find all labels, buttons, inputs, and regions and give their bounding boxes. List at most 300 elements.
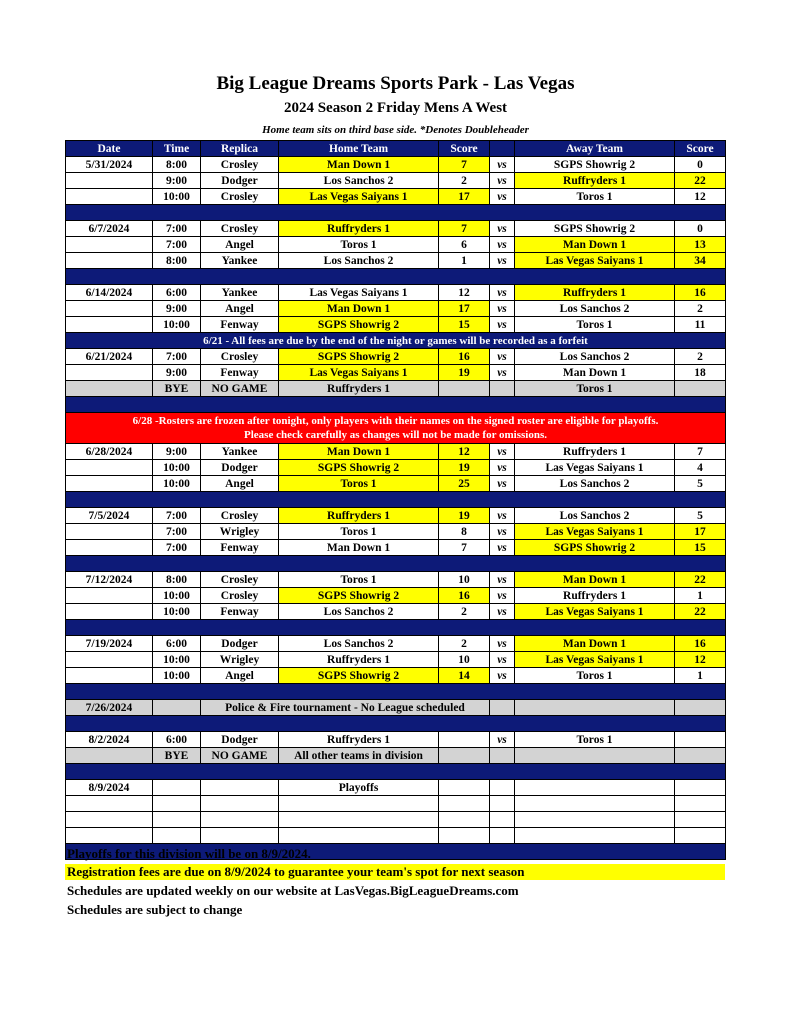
- roster-alert-line: 6/28 -Rosters are frozen after tonight, only players with their names on the signed roster are eligible for playoffs.: [132, 415, 659, 427]
- home-team-cell: Toros 1: [279, 476, 439, 492]
- notice-text: 6/21 - All fees are due by the end of the night or games will be recorded as a forfeit: [66, 333, 726, 349]
- date-cell: [66, 668, 153, 684]
- home-team-cell: Ruffryders 1: [279, 732, 439, 748]
- table-row: [66, 636, 726, 652]
- home-score-cell: 7: [439, 221, 490, 237]
- field-cell: Crosley: [201, 189, 279, 205]
- page-subtitle: 2024 Season 2 Friday Mens A West: [283, 100, 508, 116]
- table-row: [66, 285, 726, 301]
- away-team-cell: SGPS Showrig 2: [515, 540, 675, 556]
- footer-change-note: Schedules are subject to change: [67, 902, 243, 917]
- time-cell: [153, 796, 201, 812]
- separator-cell: [66, 684, 726, 700]
- away-score-cell: 7: [675, 444, 726, 460]
- vs-cell: vs: [490, 349, 515, 365]
- column-header: Time: [153, 141, 201, 157]
- vs-cell: [490, 812, 515, 828]
- time-cell: 10:00: [153, 668, 201, 684]
- time-cell: 10:00: [153, 588, 201, 604]
- away-score-cell: 22: [675, 173, 726, 189]
- bye-row: [66, 381, 726, 397]
- away-score-cell: 16: [675, 636, 726, 652]
- away-team-cell: Toros 1: [515, 381, 675, 397]
- time-cell: 7:00: [153, 221, 201, 237]
- date-cell: 7/19/2024: [66, 636, 153, 652]
- date-cell: 7/26/2024: [66, 700, 153, 716]
- vs-cell: [490, 748, 515, 764]
- away-team-cell: [515, 796, 675, 812]
- date-cell: 5/31/2024: [66, 157, 153, 173]
- separator-cell: [66, 205, 726, 221]
- home-score-cell: 7: [439, 157, 490, 173]
- home-score-cell: 2: [439, 173, 490, 189]
- date-cell: [66, 796, 153, 812]
- table-row: [66, 157, 726, 173]
- footer-registration-note: Registration fees are due on 8/9/2024 to guarantee your team's spot for next season: [65, 864, 725, 880]
- table-row: [66, 540, 726, 556]
- home-team-cell: All other teams in division: [279, 748, 439, 764]
- field-cell: Crosley: [201, 221, 279, 237]
- separator-row: [66, 716, 726, 732]
- vs-cell: vs: [490, 173, 515, 189]
- table-row: [66, 796, 726, 812]
- table-row: [66, 460, 726, 476]
- away-score-cell: 11: [675, 317, 726, 333]
- field-cell: Dodger: [201, 173, 279, 189]
- field-cell: [201, 780, 279, 796]
- field-cell: Fenway: [201, 365, 279, 381]
- vs-cell: vs: [490, 668, 515, 684]
- bye-row: [66, 748, 726, 764]
- home-score-cell: 12: [439, 285, 490, 301]
- home-team-cell: Las Vegas Saiyans 1: [279, 365, 439, 381]
- home-score-cell: [439, 748, 490, 764]
- home-team-cell: Los Sanchos 2: [279, 253, 439, 269]
- table-row: [66, 668, 726, 684]
- time-cell: 9:00: [153, 173, 201, 189]
- away-team-cell: Toros 1: [515, 189, 675, 205]
- field-cell: Fenway: [201, 540, 279, 556]
- separator-row: [66, 620, 726, 636]
- table-row: [66, 444, 726, 460]
- time-cell: 8:00: [153, 572, 201, 588]
- field-cell: Dodger: [201, 636, 279, 652]
- away-score-cell: 12: [675, 189, 726, 205]
- away-score-cell: 4: [675, 460, 726, 476]
- away-team-cell: Los Sanchos 2: [515, 508, 675, 524]
- vs-cell: vs: [490, 476, 515, 492]
- date-cell: [66, 604, 153, 620]
- time-cell: 6:00: [153, 732, 201, 748]
- home-team-cell: Las Vegas Saiyans 1: [279, 189, 439, 205]
- time-cell: [153, 812, 201, 828]
- time-cell: 10:00: [153, 317, 201, 333]
- home-score-cell: 25: [439, 476, 490, 492]
- date-cell: 7/5/2024: [66, 508, 153, 524]
- away-score-cell: 2: [675, 349, 726, 365]
- away-team-cell: Man Down 1: [515, 365, 675, 381]
- vs-cell: vs: [490, 285, 515, 301]
- table-row: [66, 365, 726, 381]
- page-title: Big League Dreams Sports Park - Las Vegas: [216, 73, 575, 94]
- vs-cell: vs: [490, 524, 515, 540]
- away-team-cell: Las Vegas Saiyans 1: [515, 253, 675, 269]
- date-cell: [66, 524, 153, 540]
- field-cell: Dodger: [201, 732, 279, 748]
- footer-website-note: Schedules are updated weekly on our website at LasVegas.BigLeagueDreams.com: [67, 883, 519, 898]
- date-cell: 6/14/2024: [66, 285, 153, 301]
- vs-cell: vs: [490, 604, 515, 620]
- roster-alert-line: Please check carefully as changes will not be made for omissions.: [244, 429, 547, 441]
- away-team-cell: Los Sanchos 2: [515, 476, 675, 492]
- vs-cell: vs: [490, 508, 515, 524]
- time-cell: 6:00: [153, 636, 201, 652]
- field-cell: Wrigley: [201, 652, 279, 668]
- field-cell: Yankee: [201, 253, 279, 269]
- time-cell: [153, 828, 201, 844]
- home-team-cell: Los Sanchos 2: [279, 604, 439, 620]
- table-row: [66, 253, 726, 269]
- vs-cell: vs: [490, 588, 515, 604]
- time-cell: BYE: [153, 381, 201, 397]
- away-team-cell: Las Vegas Saiyans 1: [515, 460, 675, 476]
- vs-cell: vs: [490, 365, 515, 381]
- table-row: [66, 652, 726, 668]
- home-score-cell: 17: [439, 189, 490, 205]
- date-cell: [66, 828, 153, 844]
- vs-cell: [490, 700, 515, 716]
- vs-cell: vs: [490, 572, 515, 588]
- home-score-cell: [439, 780, 490, 796]
- table-row: [66, 349, 726, 365]
- date-cell: 6/28/2024: [66, 444, 153, 460]
- away-score-cell: 16: [675, 285, 726, 301]
- column-header: Score: [675, 141, 726, 157]
- home-team-cell: Toros 1: [279, 524, 439, 540]
- home-score-cell: [439, 796, 490, 812]
- field-cell: Fenway: [201, 317, 279, 333]
- table-row: [66, 173, 726, 189]
- vs-cell: vs: [490, 237, 515, 253]
- vs-cell: vs: [490, 301, 515, 317]
- home-team-cell: Los Sanchos 2: [279, 636, 439, 652]
- field-cell: [201, 812, 279, 828]
- away-score-cell: [675, 780, 726, 796]
- no-league-text: Police & Fire tournament - No League scheduled: [201, 700, 490, 716]
- away-team-cell: [515, 828, 675, 844]
- home-team-cell: Ruffryders 1: [279, 508, 439, 524]
- home-score-cell: 6: [439, 237, 490, 253]
- away-score-cell: 22: [675, 604, 726, 620]
- field-cell: Crosley: [201, 157, 279, 173]
- vs-cell: vs: [490, 317, 515, 333]
- time-cell: 10:00: [153, 460, 201, 476]
- field-cell: [201, 828, 279, 844]
- vs-cell: vs: [490, 189, 515, 205]
- home-score-cell: 16: [439, 349, 490, 365]
- field-cell: Crosley: [201, 572, 279, 588]
- field-cell: Angel: [201, 237, 279, 253]
- home-score-cell: 12: [439, 444, 490, 460]
- home-team-cell: Los Sanchos 2: [279, 173, 439, 189]
- date-cell: [66, 476, 153, 492]
- vs-cell: vs: [490, 157, 515, 173]
- away-score-cell: 22: [675, 572, 726, 588]
- field-cell: Wrigley: [201, 524, 279, 540]
- away-score-cell: [675, 700, 726, 716]
- field-cell: Dodger: [201, 460, 279, 476]
- away-team-cell: Man Down 1: [515, 636, 675, 652]
- vs-cell: vs: [490, 540, 515, 556]
- away-team-cell: Las Vegas Saiyans 1: [515, 604, 675, 620]
- away-team-cell: Ruffryders 1: [515, 173, 675, 189]
- table-row: [66, 301, 726, 317]
- date-cell: [66, 588, 153, 604]
- column-header: [490, 141, 515, 157]
- field-cell: Angel: [201, 476, 279, 492]
- column-header: Away Team: [515, 141, 675, 157]
- away-team-cell: Ruffryders 1: [515, 285, 675, 301]
- table-row: [66, 588, 726, 604]
- away-score-cell: 18: [675, 365, 726, 381]
- separator-cell: [66, 556, 726, 572]
- time-cell: 10:00: [153, 652, 201, 668]
- date-cell: [66, 381, 153, 397]
- home-score-cell: 15: [439, 317, 490, 333]
- field-cell: Angel: [201, 301, 279, 317]
- home-score-cell: [439, 732, 490, 748]
- date-cell: [66, 189, 153, 205]
- away-score-cell: 1: [675, 588, 726, 604]
- field-cell: Yankee: [201, 285, 279, 301]
- away-team-cell: [515, 700, 675, 716]
- field-cell: Crosley: [201, 508, 279, 524]
- table-row: [66, 317, 726, 333]
- table-row: [66, 508, 726, 524]
- roster-alert-row: [66, 413, 726, 444]
- away-score-cell: 0: [675, 221, 726, 237]
- home-score-cell: [439, 812, 490, 828]
- footer-playoffs-note: Playoffs for this division will be on 8/9/2024.: [67, 846, 311, 861]
- vs-cell: [490, 381, 515, 397]
- away-score-cell: 17: [675, 524, 726, 540]
- separator-row: [66, 397, 726, 413]
- home-team-cell: [279, 796, 439, 812]
- home-team-cell: Man Down 1: [279, 444, 439, 460]
- home-score-cell: 1: [439, 253, 490, 269]
- time-cell: [153, 780, 201, 796]
- away-score-cell: [675, 828, 726, 844]
- home-team-cell: [279, 828, 439, 844]
- away-score-cell: [675, 812, 726, 828]
- table-row: [66, 237, 726, 253]
- away-team-cell: Los Sanchos 2: [515, 301, 675, 317]
- away-team-cell: Las Vegas Saiyans 1: [515, 652, 675, 668]
- away-team-cell: Las Vegas Saiyans 1: [515, 524, 675, 540]
- separator-row: [66, 492, 726, 508]
- table-row: [66, 524, 726, 540]
- away-team-cell: [515, 812, 675, 828]
- schedule-body: [66, 157, 726, 860]
- time-cell: 9:00: [153, 444, 201, 460]
- away-score-cell: 15: [675, 540, 726, 556]
- away-team-cell: Toros 1: [515, 732, 675, 748]
- home-score-cell: 19: [439, 365, 490, 381]
- date-cell: 8/2/2024: [66, 732, 153, 748]
- away-score-cell: 13: [675, 237, 726, 253]
- page-note: Home team sits on third base side. *Denotes Doubleheader: [262, 124, 529, 136]
- home-score-cell: [439, 381, 490, 397]
- away-score-cell: 12: [675, 652, 726, 668]
- away-team-cell: Ruffryders 1: [515, 444, 675, 460]
- away-score-cell: 2: [675, 301, 726, 317]
- away-team-cell: SGPS Showrig 2: [515, 221, 675, 237]
- separator-cell: [66, 269, 726, 285]
- table-row: [66, 812, 726, 828]
- separator-cell: [66, 716, 726, 732]
- table-row: [66, 221, 726, 237]
- away-team-cell: Man Down 1: [515, 572, 675, 588]
- table-row: [66, 476, 726, 492]
- vs-cell: [490, 796, 515, 812]
- away-team-cell: Man Down 1: [515, 237, 675, 253]
- home-team-cell: SGPS Showrig 2: [279, 668, 439, 684]
- away-score-cell: [675, 381, 726, 397]
- date-cell: [66, 173, 153, 189]
- date-cell: [66, 748, 153, 764]
- home-score-cell: 7: [439, 540, 490, 556]
- home-team-cell: Ruffryders 1: [279, 221, 439, 237]
- away-score-cell: 5: [675, 476, 726, 492]
- field-cell: [201, 796, 279, 812]
- away-team-cell: Los Sanchos 2: [515, 349, 675, 365]
- home-score-cell: 8: [439, 524, 490, 540]
- home-score-cell: 10: [439, 652, 490, 668]
- home-score-cell: 16: [439, 588, 490, 604]
- field-cell: NO GAME: [201, 748, 279, 764]
- schedule-table: [65, 140, 726, 860]
- vs-cell: vs: [490, 460, 515, 476]
- separator-cell: [66, 492, 726, 508]
- time-cell: 10:00: [153, 189, 201, 205]
- home-team-cell: Las Vegas Saiyans 1: [279, 285, 439, 301]
- time-cell: 6:00: [153, 285, 201, 301]
- date-cell: [66, 812, 153, 828]
- home-team-cell: Toros 1: [279, 237, 439, 253]
- date-cell: [66, 540, 153, 556]
- time-cell: [153, 700, 201, 716]
- home-score-cell: 10: [439, 572, 490, 588]
- notice-row: [66, 333, 726, 349]
- date-cell: 8/9/2024: [66, 780, 153, 796]
- vs-cell: vs: [490, 652, 515, 668]
- away-score-cell: 0: [675, 157, 726, 173]
- column-header: Home Team: [279, 141, 439, 157]
- away-score-cell: 1: [675, 668, 726, 684]
- roster-alert-cell: [66, 413, 726, 444]
- field-cell: Crosley: [201, 588, 279, 604]
- date-cell: 6/21/2024: [66, 349, 153, 365]
- table-header-row: [66, 141, 726, 157]
- table-row: [66, 572, 726, 588]
- separator-row: [66, 764, 726, 780]
- vs-cell: vs: [490, 444, 515, 460]
- vs-cell: vs: [490, 732, 515, 748]
- home-team-cell: Ruffryders 1: [279, 652, 439, 668]
- home-team-cell: Playoffs: [279, 780, 439, 796]
- away-team-cell: [515, 780, 675, 796]
- table-row: [66, 189, 726, 205]
- separator-cell: [66, 620, 726, 636]
- table-row: [66, 780, 726, 796]
- time-cell: 9:00: [153, 301, 201, 317]
- table-row: [66, 732, 726, 748]
- vs-cell: [490, 828, 515, 844]
- time-cell: BYE: [153, 748, 201, 764]
- date-cell: 6/7/2024: [66, 221, 153, 237]
- separator-row: [66, 684, 726, 700]
- away-score-cell: [675, 796, 726, 812]
- separator-cell: [66, 764, 726, 780]
- home-team-cell: Ruffryders 1: [279, 381, 439, 397]
- table-row: [66, 828, 726, 844]
- away-team-cell: [515, 748, 675, 764]
- away-team-cell: Toros 1: [515, 317, 675, 333]
- date-cell: [66, 460, 153, 476]
- home-team-cell: SGPS Showrig 2: [279, 460, 439, 476]
- home-score-cell: 14: [439, 668, 490, 684]
- column-header: Score: [439, 141, 490, 157]
- date-cell: [66, 237, 153, 253]
- field-cell: Angel: [201, 668, 279, 684]
- vs-cell: vs: [490, 253, 515, 269]
- date-cell: [66, 365, 153, 381]
- field-cell: NO GAME: [201, 381, 279, 397]
- field-cell: Fenway: [201, 604, 279, 620]
- field-cell: Crosley: [201, 349, 279, 365]
- column-header: Date: [66, 141, 153, 157]
- vs-cell: vs: [490, 221, 515, 237]
- separator-cell: [66, 397, 726, 413]
- home-score-cell: 2: [439, 604, 490, 620]
- home-score-cell: 19: [439, 460, 490, 476]
- time-cell: 8:00: [153, 253, 201, 269]
- away-score-cell: [675, 748, 726, 764]
- home-score-cell: 2: [439, 636, 490, 652]
- time-cell: 7:00: [153, 237, 201, 253]
- date-cell: [66, 301, 153, 317]
- vs-cell: vs: [490, 636, 515, 652]
- away-score-cell: [675, 732, 726, 748]
- home-team-cell: [279, 812, 439, 828]
- away-score-cell: 34: [675, 253, 726, 269]
- date-cell: 7/12/2024: [66, 572, 153, 588]
- home-team-cell: Man Down 1: [279, 157, 439, 173]
- home-team-cell: Man Down 1: [279, 301, 439, 317]
- date-cell: [66, 253, 153, 269]
- home-team-cell: Man Down 1: [279, 540, 439, 556]
- separator-row: [66, 269, 726, 285]
- away-score-cell: 5: [675, 508, 726, 524]
- date-cell: [66, 652, 153, 668]
- home-team-cell: SGPS Showrig 2: [279, 349, 439, 365]
- time-cell: 8:00: [153, 157, 201, 173]
- table-row: [66, 604, 726, 620]
- separator-row: [66, 556, 726, 572]
- time-cell: 10:00: [153, 604, 201, 620]
- time-cell: 10:00: [153, 476, 201, 492]
- no-league-row: [66, 700, 726, 716]
